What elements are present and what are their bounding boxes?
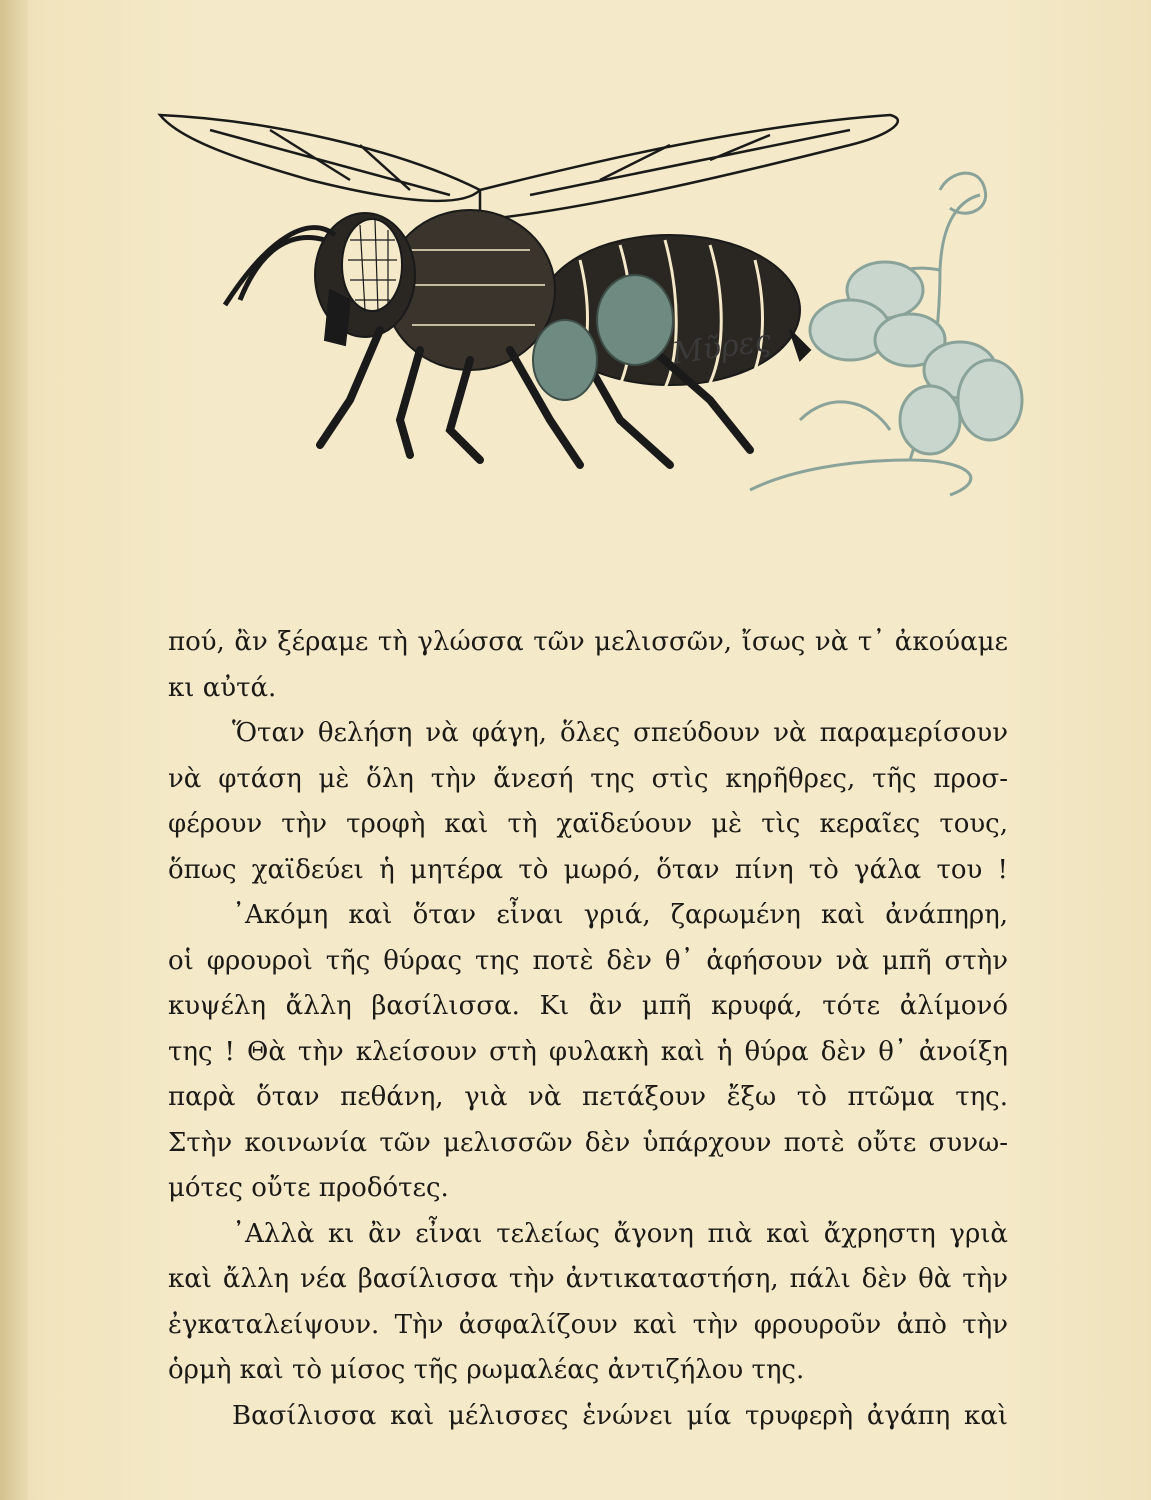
text-line: κυψέλη ἄλλη βασίλισσα. Κι ἂν μπῆ κρυφά, τότε ἀλίμονό — [168, 991, 1008, 1021]
text-line: κι αὐτά. — [168, 672, 277, 703]
text-line: Στὴν κοινωνία τῶν μελισσῶν δὲν ὑπάρχουν ποτὲ οὔτε συνω- — [168, 1127, 1008, 1158]
text-line: οἱ φρουροὶ τῆς θύρας της ποτὲ δὲν θ᾽ ἀφήσουν νὰ μπῆ στὴν — [168, 945, 1008, 976]
text-line: καὶ ἄλλη νέα βασίλισσα τὴν ἀντικαταστήση, πάλι δὲν θὰ τὴν — [168, 1264, 1008, 1294]
text-line: ἐγκαταλείψουν. Τὴν ἀσφαλίζουν καὶ τὴν φρουροῦν ἀπὸ τὴν — [168, 1309, 1008, 1340]
text-line: νὰ φτάση μὲ ὅλη τὴν ἄνεσή της στὶς κηρῆθρες, τῆς προσ- — [168, 763, 1008, 794]
page-spine-shadow — [0, 0, 28, 1500]
text-line: μότες οὔτε προδότες. — [168, 1173, 449, 1203]
text-line: ᾽Αλλὰ κι ἂν εἶναι τελείως ἄγονη πιὰ καὶ ἄχρηστη γριὰ — [232, 1218, 1008, 1249]
text-line: της ! Θὰ τὴν κλείσουν στὴ φυλακὴ καὶ ἡ θύρα δὲν θ᾽ ἀνοίξη — [168, 1036, 1008, 1067]
text-line: πού, ἂν ξέραμε τὴ γλώσσα τῶν μελισσῶν, ἴσως νὰ τ᾽ ἀκούαμε — [168, 627, 1008, 657]
bee-illustration — [150, 100, 1030, 510]
illustrator-signature: Μῦρες — [670, 323, 774, 372]
text-line: Βασίλισσα καὶ μέλισσες ἑνώνει μία τρυφερὴ ἀγάπη καὶ — [232, 1400, 1008, 1431]
text-line: ᾽Ακόμη καὶ ὅταν εἶναι γριά, ζαρωμένη καὶ ἀνάπηρη, — [232, 900, 1008, 930]
text-line: ὅπως χαϊδεύει ἡ μητέρα τὸ μωρό, ὅταν πίνη τὸ γάλα του ! — [168, 854, 1008, 885]
text-line: Ὅταν θελήση νὰ φάγη, ὅλες σπεύδουν νὰ παραμερίσουν — [232, 718, 1008, 748]
body-text — [168, 620, 1008, 1439]
text-line: παρὰ ὅταν πεθάνη, γιὰ νὰ πετάξουν ἔξω τὸ πτῶμα της. — [168, 1082, 1008, 1112]
text-line: φέρουν τὴν τροφὴ καὶ τὴ χαϊδεύουν μὲ τὶς κεραῖες τους, — [168, 809, 1008, 839]
bee-wings — [160, 115, 898, 220]
text-line: ὁρμὴ καὶ τὸ μίσος τῆς ρωμαλέας ἀντιζήλου της. — [168, 1355, 805, 1385]
